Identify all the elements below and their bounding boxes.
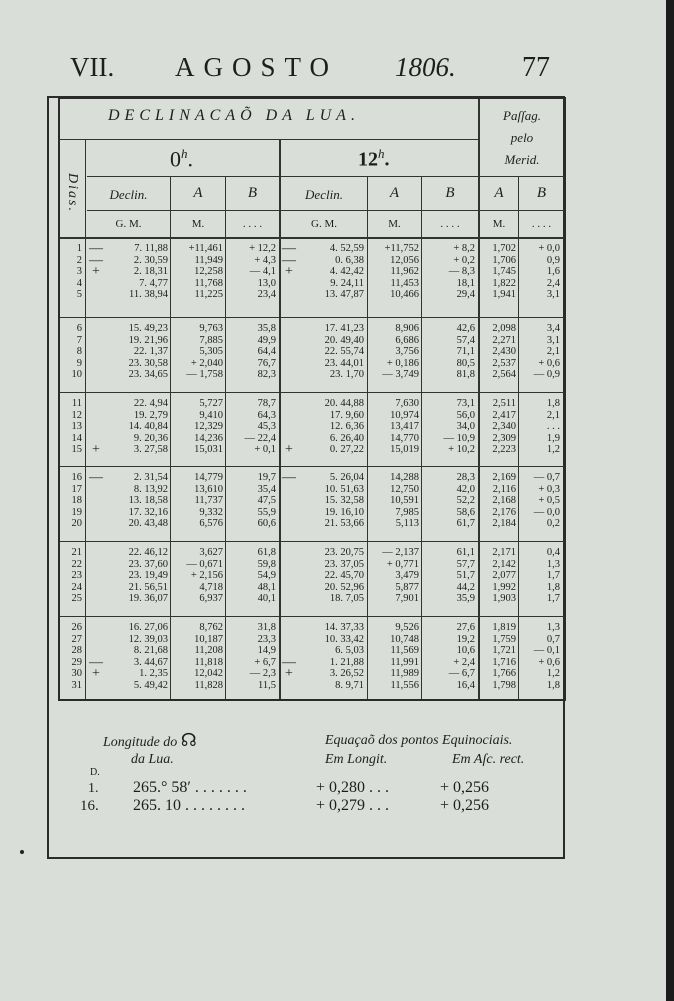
footer-longitude: 265.° 58′ . . . . . . . bbox=[133, 779, 247, 796]
cell-a0: 8,762 10,187 11,208 11,818 12,042 11,828 bbox=[194, 622, 223, 691]
cell-sign12: — + bbox=[282, 654, 296, 682]
cell-decl0: 16. 27,06 12. 39,03 8. 21,68 3. 44,67 1. 2,35 5. 49,42 bbox=[128, 622, 168, 691]
equation-label: Equaçaõ dos pontos Equinociais. bbox=[325, 733, 513, 748]
cell-b0: + 12,2 + 4,3 — 4,1 13,0 23,4 bbox=[249, 243, 276, 301]
days-header: Dias. bbox=[64, 173, 80, 213]
sub-header: M. bbox=[388, 218, 401, 230]
col-rule bbox=[170, 176, 171, 699]
cell-b12: 61,1 57,7 51,7 44,2 35,9 bbox=[456, 547, 475, 605]
group-rule bbox=[60, 466, 564, 467]
col-header: B bbox=[247, 185, 258, 201]
cell-pb: 1,8 2,1 . . . 1,9 1,2 bbox=[546, 398, 560, 456]
cell-days: 16 17 18 19 20 bbox=[71, 472, 82, 530]
longitude-label-2: da Lua. bbox=[131, 752, 174, 767]
cell-pa: 1,702 1,706 1,745 1,822 1,941 bbox=[492, 243, 516, 301]
cell-a0: 3,627 — 0,671 + 2,156 4,718 6,937 bbox=[186, 547, 223, 605]
footer-eq-long: + 0,280 . . . bbox=[316, 779, 390, 796]
cell-sign0: — bbox=[89, 470, 103, 485]
day-label: D. bbox=[90, 767, 100, 778]
cell-sign12: + bbox=[285, 442, 293, 458]
cell-b12: 28,3 42,0 52,2 58,6 61,7 bbox=[456, 472, 475, 530]
sub-header: . . . . bbox=[440, 218, 460, 230]
cell-days: 21 22 23 24 25 bbox=[71, 547, 82, 605]
ink-dot bbox=[20, 850, 24, 854]
sub-header: M. bbox=[492, 218, 506, 230]
col-rule bbox=[85, 139, 86, 699]
cell-a12: +11,752 12,056 11,962 11,453 10,466 bbox=[384, 243, 419, 301]
cell-pb: — 0,7 + 0,3 + 0,5 — 0,0 0,2 bbox=[533, 472, 560, 530]
em-asc-label: Em Aſc. rect. bbox=[452, 752, 525, 767]
cell-b0: 35,8 49,9 64,4 76,7 82,3 bbox=[257, 323, 276, 381]
cell-decl0: 7. 11,88 2. 30,59 2. 18,31 7. 4,77 11. 38,94 bbox=[129, 243, 168, 301]
col-rule bbox=[518, 176, 519, 699]
cell-pa: 1,819 1,759 1,721 1,716 1,766 1,798 bbox=[492, 622, 516, 691]
cell-decl0: 15. 49,23 19. 21,96 22. 1,37 23. 30,58 23. 34,65 bbox=[128, 323, 168, 381]
cell-a0: +11,461 11,949 12,258 11,768 11,225 bbox=[188, 243, 223, 301]
cell-decl0: 22. 4,94 19. 2,79 14. 40,84 9. 20,36 3. 27,58 bbox=[128, 398, 168, 456]
footer-day: 1. bbox=[88, 781, 99, 796]
cell-a12: — 2,137 + 0,771 3,479 5,877 7,901 bbox=[382, 547, 419, 605]
cell-a0: 14,779 13,610 11,737 9,332 6,576 bbox=[194, 472, 223, 530]
col-header: Declin. bbox=[305, 187, 343, 202]
cell-sign0: — — + bbox=[89, 241, 103, 280]
col-rule bbox=[225, 176, 226, 699]
cell-days: 11 12 13 14 15 bbox=[71, 398, 82, 456]
footer-eq-long: + 0,279 . . . bbox=[316, 797, 390, 814]
subhead-rule bbox=[60, 237, 564, 239]
cell-pb: 3,4 3,1 2,1 + 0,6 — 0,9 bbox=[533, 323, 560, 381]
sub-header: M. bbox=[191, 218, 205, 230]
title-rule bbox=[60, 139, 478, 140]
sub-header: . . . . bbox=[242, 218, 263, 230]
cell-pb: 0,4 1,3 1,7 1,8 1,7 bbox=[546, 547, 560, 605]
cell-pa: 2,098 2,271 2,430 2,537 2,564 bbox=[492, 323, 516, 381]
hour-rule bbox=[87, 176, 564, 177]
col-header: Declin. bbox=[109, 187, 148, 202]
cell-decl12: 17. 41,23 20. 49,40 22. 55,74 23. 44,01 23. 1,70 bbox=[324, 323, 364, 381]
group-rule bbox=[60, 392, 564, 393]
cell-b0: 31,8 23,3 14,9 + 6,7 — 2,3 11,5 bbox=[249, 622, 276, 691]
volume-number: VII. bbox=[70, 52, 115, 82]
cell-sign12: — bbox=[282, 470, 296, 485]
table-title: DECLINACAÕ DA LUA. bbox=[108, 107, 360, 124]
cell-days: 26 27 28 29 30 31 bbox=[71, 622, 82, 691]
longitude-label: Longitude do ☊ bbox=[103, 730, 197, 750]
cell-a12: 7,630 10,974 13,417 14,770 15,019 bbox=[390, 398, 419, 456]
cell-b0: 78,7 64,3 45,3 — 22,4 + 0,1 bbox=[244, 398, 276, 456]
cell-pa: 2,511 2,417 2,340 2,309 2,223 bbox=[492, 398, 516, 456]
month-title: AGOSTO bbox=[175, 52, 339, 82]
year: 1806. bbox=[395, 52, 456, 82]
group-rule bbox=[60, 317, 564, 318]
cell-decl0: 22. 46,12 23. 37,60 23. 19,49 21. 56,51 19. 36,07 bbox=[128, 547, 168, 605]
cell-sign0: — + bbox=[89, 654, 103, 682]
cell-days: 1 2 3 4 5 bbox=[76, 243, 82, 301]
cell-sign0: + bbox=[92, 442, 100, 458]
col-header: A bbox=[389, 185, 400, 201]
em-longit-label: Em Longit. bbox=[325, 752, 388, 767]
ascending-node-icon: ☊ bbox=[180, 730, 197, 750]
cell-pb: 1,3 0,7 — 0,1 + 0,6 1,2 1,8 bbox=[533, 622, 560, 691]
cell-b0: 61,8 59,8 54,9 48,1 40,1 bbox=[257, 547, 276, 605]
colhead-rule bbox=[87, 210, 564, 211]
cell-a12: 9,526 10,748 11,569 11,991 11,989 11,556 bbox=[390, 622, 419, 691]
hour-twelve: 12$^h$. bbox=[358, 146, 390, 171]
cell-pa: 2,169 2,116 2,168 2,176 2,184 bbox=[492, 472, 516, 530]
cell-b12: + 8,2 + 0,2 — 8,3 18,1 29,4 bbox=[448, 243, 475, 301]
col-header: A bbox=[193, 185, 203, 201]
page-number: 77 bbox=[522, 52, 550, 83]
cell-days: 6 7 8 9 10 bbox=[71, 323, 82, 381]
cell-b12: 42,6 57,4 71,1 80,5 81,8 bbox=[456, 323, 475, 381]
declination-table bbox=[58, 97, 566, 701]
cell-b12: 27,6 19,2 10,6 + 2,4 — 6,7 16,4 bbox=[448, 622, 475, 691]
cell-decl12: 4. 52,59 0. 6,38 4. 42,42 9. 24,11 13. 47,87 bbox=[324, 243, 364, 301]
cell-sign12: — — + bbox=[282, 241, 296, 280]
cell-decl12: 20. 44,88 17. 9,60 12. 6,36 6. 26,40 0. 27,22 bbox=[324, 398, 364, 456]
cell-b0: 19,7 35,4 47,5 55,9 60,6 bbox=[257, 472, 276, 530]
cell-pa: 2,171 2,142 2,077 1,992 1,903 bbox=[492, 547, 516, 605]
footer-eq-asc: + 0,256 bbox=[440, 779, 490, 796]
col-header: B bbox=[445, 185, 455, 201]
cell-a0: 5,727 9,410 12,329 14,236 15,031 bbox=[194, 398, 223, 456]
cell-decl12: 14. 37,33 10. 33,42 6. 5,03 1. 21,88 3. 26,52 8. 9,71 bbox=[324, 622, 364, 691]
sub-header: . . . . bbox=[531, 218, 552, 230]
col-rule bbox=[421, 176, 422, 699]
col-header: B bbox=[536, 185, 547, 201]
cell-a12: 14,288 12,750 10,591 7,985 5,113 bbox=[390, 472, 419, 530]
cell-decl12: 23. 20,75 23. 37,05 22. 45,70 20. 52,96 18. 7,05 bbox=[324, 547, 364, 605]
footer-day: 16. bbox=[80, 798, 99, 814]
sub-header: G. M. bbox=[115, 218, 142, 230]
footer-eq-asc: + 0,256 bbox=[440, 797, 490, 814]
cell-pb: + 0,0 0,9 1,6 2,4 3,1 bbox=[538, 243, 560, 301]
group-rule bbox=[60, 616, 564, 617]
cell-a0: 9,763 7,885 5,305 + 2,040 — 1,758 bbox=[186, 323, 223, 381]
footer-longitude: 265. 10 . . . . . . . . bbox=[133, 797, 245, 814]
sub-header: G. M. bbox=[311, 218, 337, 230]
passage-header: Paſſag. pelo Merid. bbox=[503, 108, 541, 167]
cell-b12: 73,1 56,0 34,0 — 10,9 + 10,2 bbox=[443, 398, 475, 456]
col-rule bbox=[367, 176, 368, 699]
cell-decl12: 5. 26,04 10. 51,63 15. 32,58 19. 16,10 21. 53,66 bbox=[324, 472, 364, 530]
cell-a12: 8,906 6,686 3,756 + 0,186 — 3,749 bbox=[382, 323, 419, 381]
col-header: A bbox=[494, 185, 504, 201]
book-edge bbox=[666, 0, 674, 1001]
group-rule bbox=[60, 541, 564, 542]
hour-zero: 0$^h$. bbox=[170, 146, 193, 172]
cell-decl0: 2. 31,54 8. 13,92 13. 18,58 17. 32,16 20. 43,48 bbox=[128, 472, 168, 530]
